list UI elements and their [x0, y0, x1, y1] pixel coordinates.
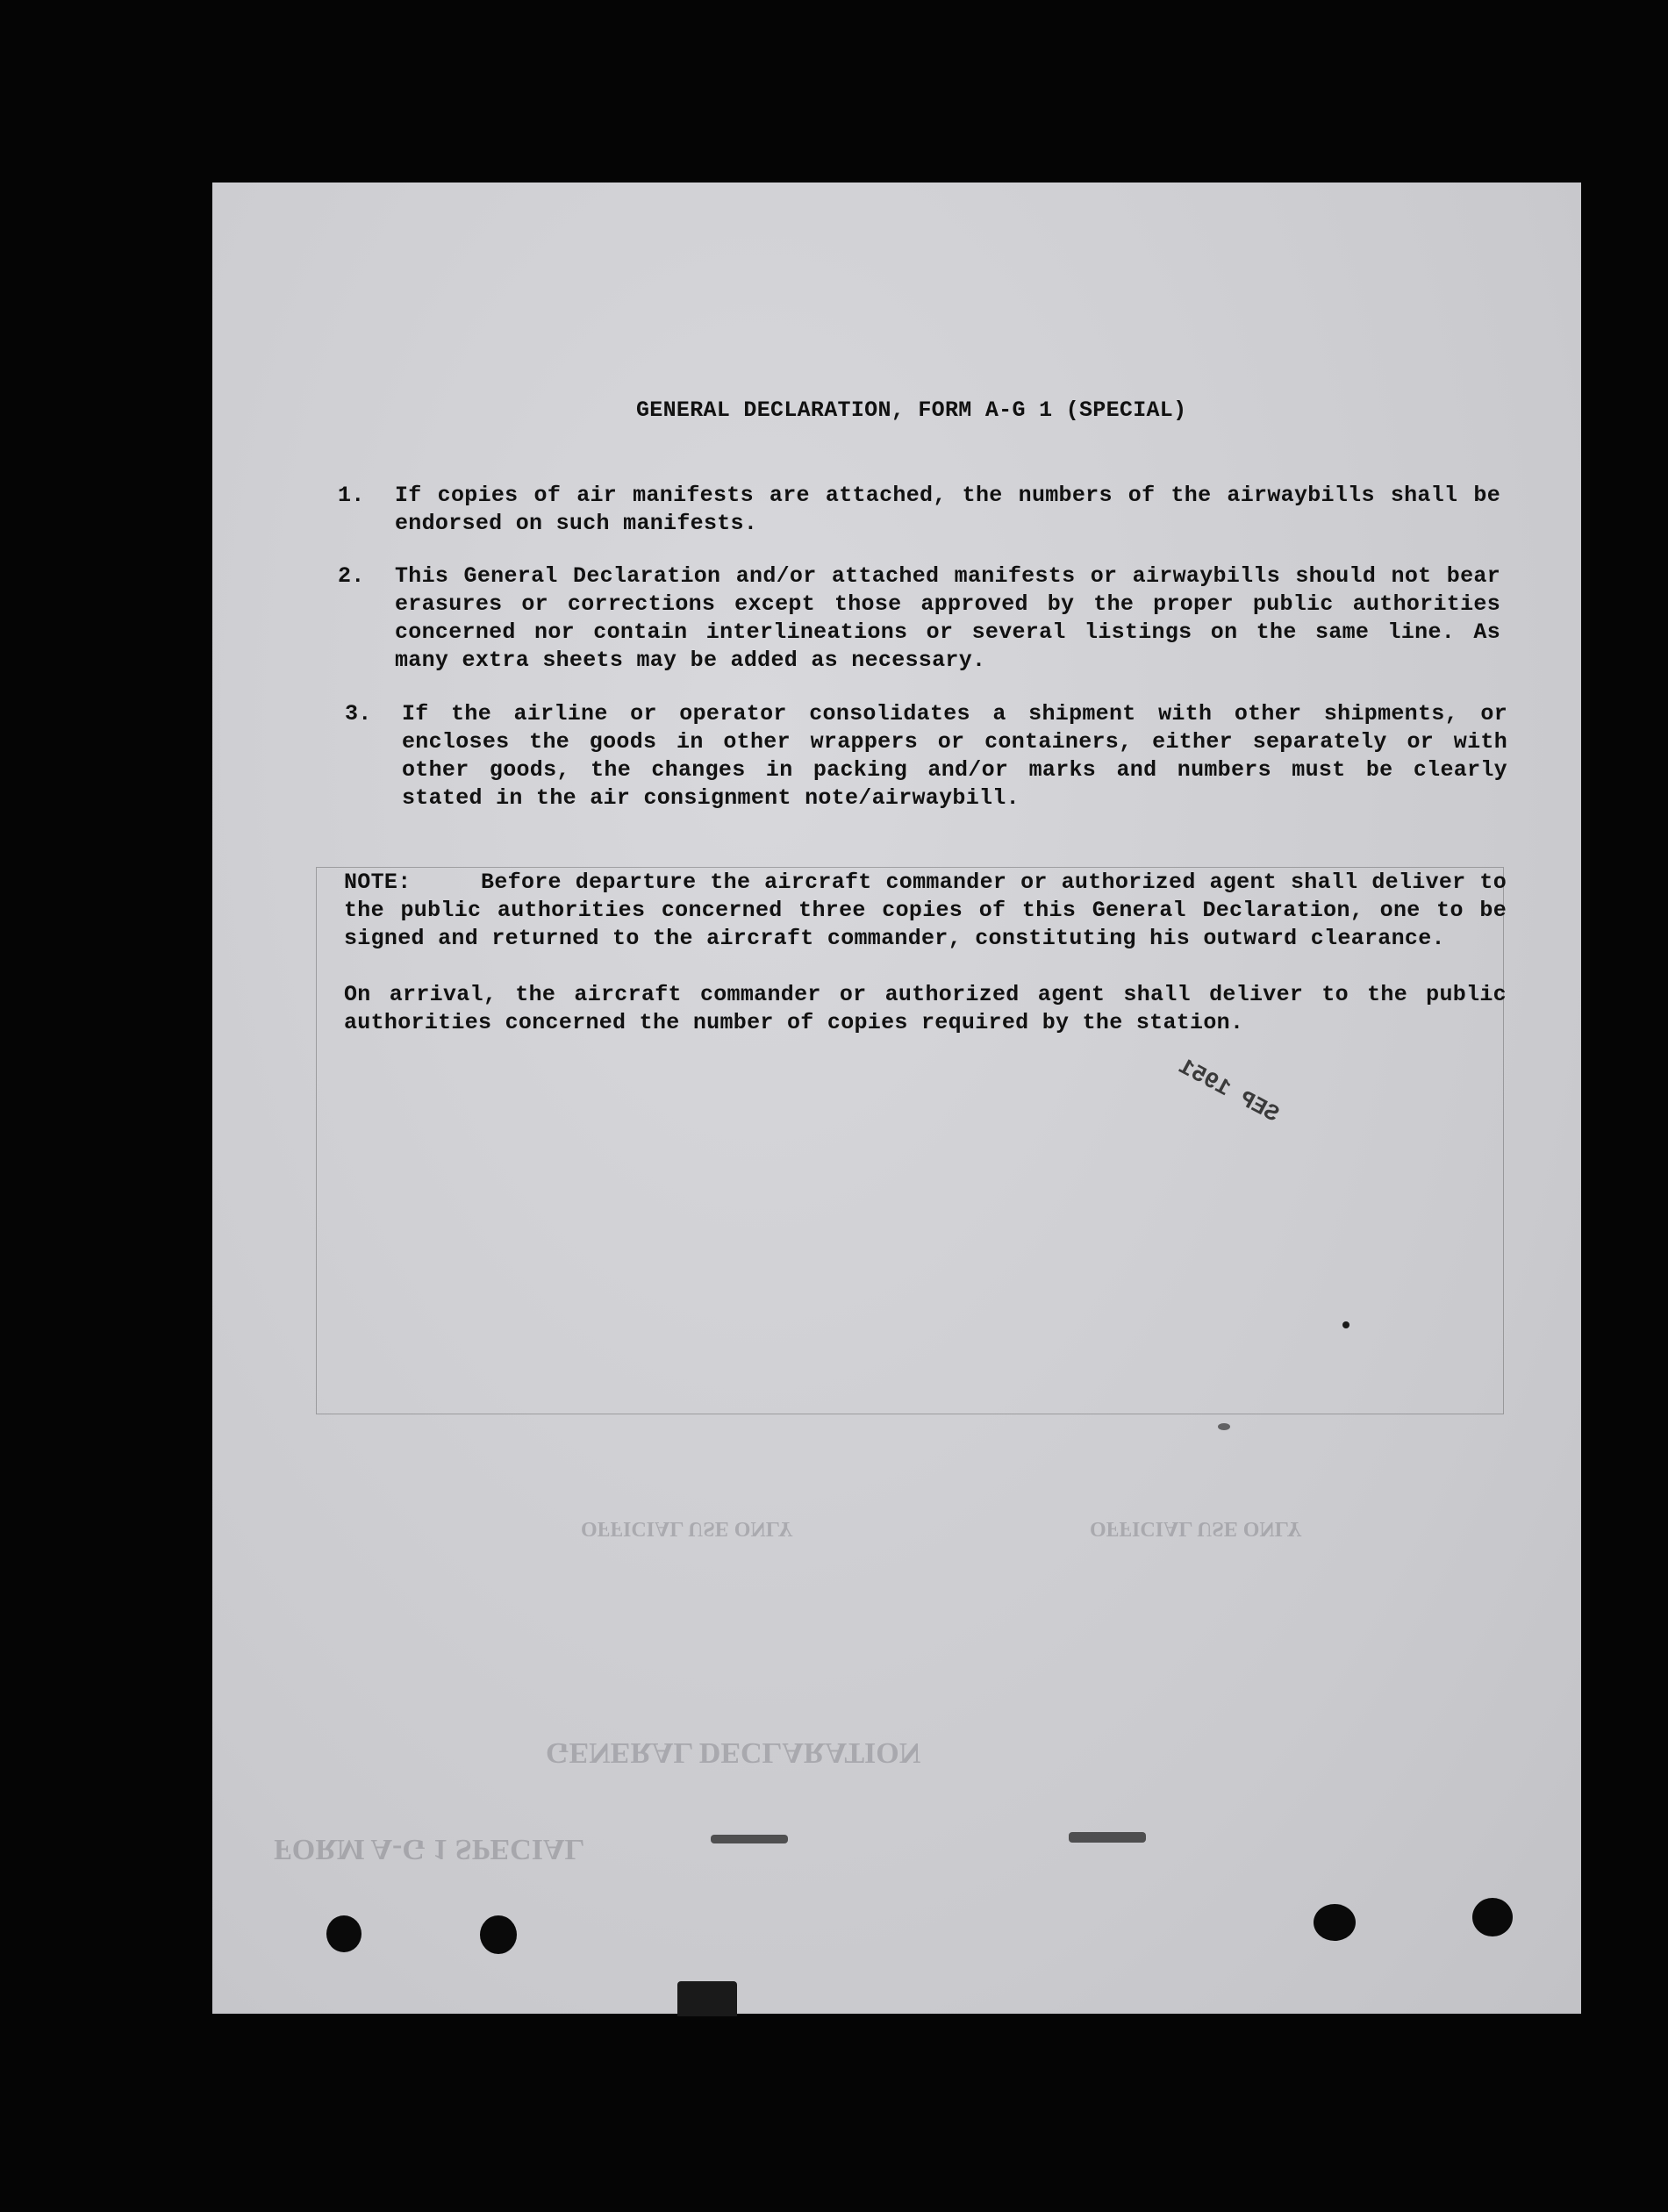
bleed-through-text: GENERAL DECLARATION [546, 1736, 921, 1769]
list-item-text: This General Declaration and/or attached manifests or airwaybills should not bear erasures or corrections except those approved by the proper public authorities concerned nor contain interlineations or several listings on the same line. As many extra sheets may be added as necessary. [395, 563, 1500, 673]
list-item-text: If the airline or operator consolidates a shipment with other shipments, or encloses the goods in other wrappers or containers, either separately or with other goods, the changes in packing and/or marks and numbers must be clearly stated in the air consignment note/airwaybill. [402, 701, 1507, 811]
bleed-through-text: FORM A-G 1 SPECIAL [274, 1833, 585, 1865]
page-title: GENERAL DECLARATION, FORM A-G 1 (SPECIAL) [636, 397, 1187, 423]
ink-smear [1069, 1832, 1146, 1843]
punch-hole [326, 1915, 362, 1952]
punch-hole [1472, 1898, 1513, 1936]
punch-hole [1314, 1904, 1356, 1941]
list-item-number: 1. [338, 483, 365, 508]
ink-dot [1218, 1423, 1230, 1430]
note-paragraph [344, 869, 1507, 953]
list-item-number: 2. [338, 563, 365, 589]
note [344, 869, 1507, 1065]
punch-hole [480, 1915, 517, 1954]
note-paragraph [344, 981, 1507, 1037]
note-label: NOTE: [344, 870, 412, 895]
list-item-text: If copies of air manifests are attached, the numbers of the airwaybills shall be endorsed on such manifests. [395, 483, 1500, 536]
note-text-2: On arrival, the aircraft commander or authorized agent shall deliver to the public authorities concerned the number of copies required by the station. [344, 982, 1507, 1035]
date-stamp: SEP 1951 [1174, 1053, 1284, 1128]
bleed-through-text: OFFICIAL USE ONLY [581, 1517, 793, 1540]
list-item-number: 3. [345, 701, 372, 727]
ink-smear [711, 1835, 788, 1843]
note-text-1: Before departure the aircraft commander or authorized agent shall deliver to the public authorities concerned three copies of this General Declaration, one to be signed and returned to the aircraft commander, constituting his outward clearance. [344, 870, 1507, 951]
tear-mark [677, 1981, 737, 2016]
bleed-through-text: OFFICIAL USE ONLY [1090, 1517, 1302, 1540]
